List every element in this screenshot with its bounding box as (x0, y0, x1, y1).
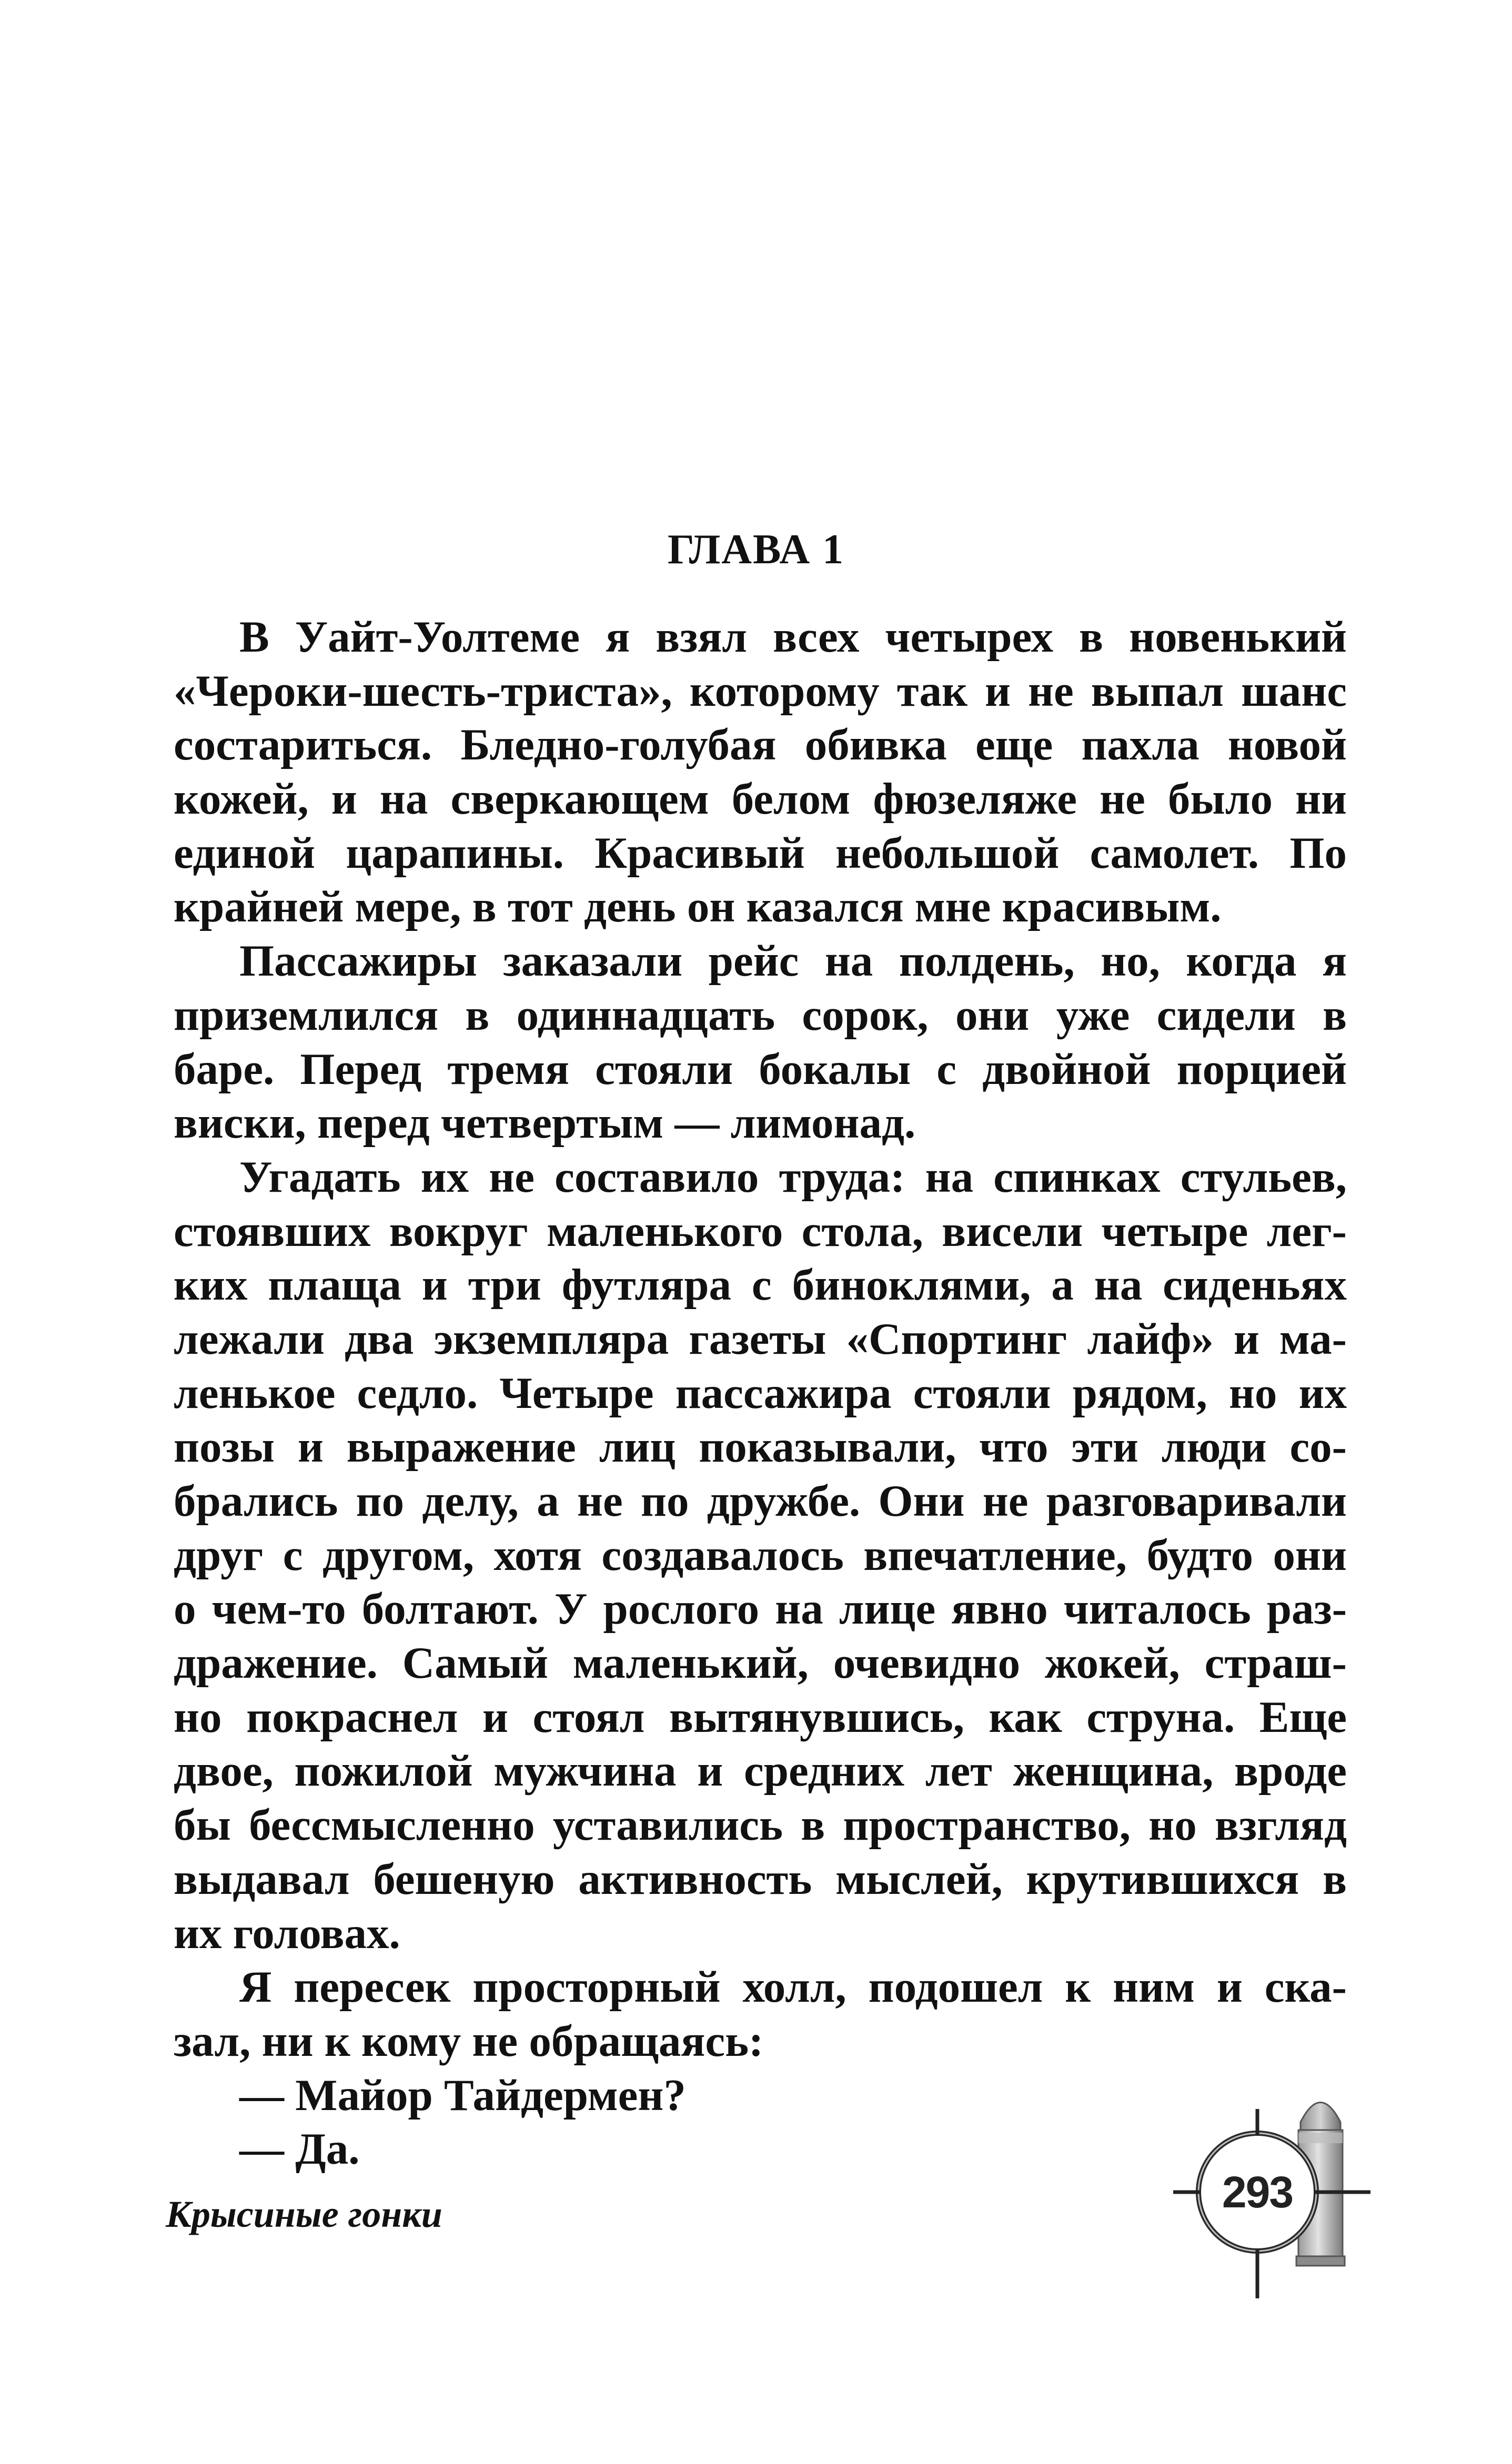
page-number: 293 (1222, 2167, 1293, 2217)
text-line: В Уайт-Уолтеме я взял всех четырех в новенький (239, 612, 1347, 662)
text-line: брались по делу, а не по дружбе. Они не разговаривали (174, 1476, 1347, 1526)
text-line: выдавал бешеную активность мыслей, крутившихся в (174, 1854, 1347, 1904)
text-line: единой царапины. Красивый небольшой самолет. По (174, 828, 1347, 878)
text-line: состариться. Бледно-голубая обивка еще пахла новой (174, 720, 1347, 770)
text-line: баре. Перед тремя стояли бокалы с двойной порцией (174, 1044, 1347, 1094)
text-line: Угадать их не составило труда: на спинках стульев, (239, 1152, 1347, 1202)
text-line: «Чероки-шесть-триста», которому так и не выпал шанс (174, 666, 1347, 716)
text-line: двое, пожилой мужчина и средних лет женщина, вроде (174, 1746, 1347, 1796)
text-line: стоявших вокруг маленького стола, висели четыре лег- (174, 1206, 1347, 1256)
text-line: зал, ни к кому не обращаясь: (174, 2016, 764, 2066)
text-line: Пассажиры заказали рейс на полдень, но, когда я (239, 936, 1347, 986)
text-line: позы и выражение лиц показывали, что эти люди со- (174, 1422, 1347, 1472)
text-line: крайней мере, в тот день он казался мне красивым. (174, 882, 1222, 932)
text-line: приземлился в одиннадцать сорок, они уже сидели в (174, 990, 1347, 1040)
text-line: но покраснел и стоял вытянувшись, как струна. Еще (174, 1692, 1347, 1742)
body-text (174, 610, 1347, 2176)
text-line: бы бессмысленно уставились в пространство, но взгляд (174, 1800, 1347, 1850)
text-line: — Майор Тайдермен? (239, 2070, 686, 2120)
chapter-title: ГЛАВА 1 (667, 526, 845, 573)
text-line: лежали два экземпляра газеты «Спортинг лайф» и ма- (174, 1314, 1347, 1364)
text-line: о чем-то болтают. У рослого на лице явно читалось раз- (174, 1584, 1347, 1634)
text-line: — Да. (239, 2124, 360, 2174)
text-line: виски, перед четвертым — лимонад. (174, 1098, 916, 1148)
text-line: кожей, и на сверкающем белом фюзеляже не было ни (174, 774, 1347, 824)
text-line: их головах. (174, 1908, 400, 1958)
text-line: дражение. Самый маленький, очевидно жокей, страш- (174, 1638, 1347, 1688)
page-number-badge (1163, 2077, 1384, 2319)
text-line: ленькое седло. Четыре пассажира стояли рядом, но их (174, 1368, 1347, 1418)
text-line: друг с другом, хотя создавалось впечатление, будто они (174, 1530, 1347, 1580)
text-line: Я пересек просторный холл, подошел к ним и ска- (239, 1962, 1347, 2012)
text-line: ких плаща и три футляра с биноклями, а на сиденьях (174, 1260, 1347, 1310)
running-footer-book-title: Крысиные гонки (166, 2193, 442, 2235)
